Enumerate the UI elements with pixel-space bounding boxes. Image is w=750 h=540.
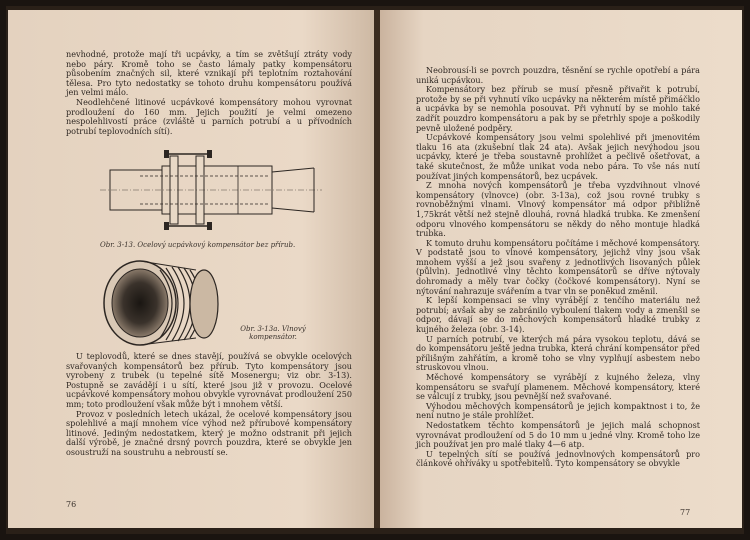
paragraph: U tepelných sítí se používá jednovlnových kompensátorů pro článkové ohříváky u spotřebitelů. Tyto kompensátory se obvykle	[416, 448, 700, 469]
paragraph: Kompensátory bez přírub se musí přesně přivařit k potrubí, protože by se při vyhnutí víko ucpávky na některém místě přimáčklo a ucpávka by se nemohla posouvat. Při vyhnutí by se mohlo také zadřít pouzdro kompensátoru a pak by se přetrhly spoje a poškodily pevně uložené podpěry.	[416, 84, 700, 133]
page-number-left: 76	[66, 500, 77, 509]
page-number-right: 77	[680, 508, 691, 517]
left-page-bottom-text	[66, 352, 352, 458]
paragraph: Měchové kompensátory se vyrábějí z kujného železa, vlny kompensátoru se svařují plamenem. Měchové kompensátory, které se válcují z trubky, jsou pevnější než svařované.	[416, 372, 700, 402]
figure-steel-gland-compensator	[100, 142, 322, 238]
paragraph: Výhodou měchových kompensátorů je jejich kompaktnost i to, že není nutno je stále prohlížet.	[416, 400, 700, 421]
paragraph: Neodlehčené litinové ucpávkové kompensátory mohou vyrovnat prodloužení do 160 mm. Jejich použití je velmi omezeno nespolehlivostí práce (zvláště u parních potrubí a u přívodních potrubí teplovodních sítí).	[66, 96, 352, 136]
paragraph: K tomuto druhu kompensátoru počítáme i měchové kompensátory. V podstatě jsou to vlnové kompensátory, jejichž vlny jsou však mnohem vyšší a jež jsou svařeny z jednotlivých lisovaných půlek (půlvln). Jednotlivé vlny těchto kompensátorů se dříve nýtovaly dohromady a měly tvar čočky (čočkové kompensátory). Nyní se nýtování nahrazuje svářením a tvar vln se poněkud změnil.	[416, 237, 700, 296]
paragraph: Ucpávkové kompensátory jsou velmi spolehlivé při jmenovitém tlaku 16 ata (zkušební tlak 24 ata). Avšak jejich nevýhodou jsou ucpávky, které je třeba soustavně prohlížet a pečlivě ošetřovat, a také skutečnost, že může unikat voda nebo pára. To vše nás nutí používat jiných kompensátorů, bez ucpávek.	[416, 132, 700, 181]
paragraph: Provoz v posledních letech ukázal, že ocelové kompensátory jsou spolehlivé a mají mnohem více výhod než přírubové kompensátory litinové. Jediným nedostatkem, který je možno odstranit při jejich další výrobě, je značné drsný povrch pouzdra, které se obvykle jen osoustruží na soustruhu a nebroustí se.	[66, 408, 352, 457]
left-page-top-text	[66, 50, 352, 136]
paragraph: K lepší kompensaci se vlny vyrábějí z tenčího materiálu než potrubí; avšak aby se zabránilo vyboulení tlakem vody a zmenšil se odpor, dávají se do měchových kompensátorů hladké trubky z kujného železa (obr. 3-14).	[416, 295, 700, 335]
paragraph: nevhodné, protože mají tři ucpávky, a tím se zvětšují ztráty vody nebo páry. Kromě toho se často lámaly patky kompensátoru působením značných sil, které vznikají při teplotním roztahování tělesa. Pro tyto nedostatky se tohoto druhu kompensátoru používá jen velmi málo.	[66, 49, 352, 98]
paragraph: Nedostatkem těchto kompensátorů je jejich malá schopnost vyrovnávat prodloužení od 5 do 10 mm u jedné vlny. Kromě toho lze jich používat jen pro malé tlaky 4—6 atp.	[416, 419, 700, 450]
paragraph: U parních potrubí, ve kterých má pára vysokou teplotu, dává se do kompensátoru ještě jedna trubka, která chrání kompensátor před přílišným zahřátím, a kromě toho se vlny vyplňují asbestem nebo struskovou vlnou.	[416, 333, 700, 373]
figure-bellows-compensator	[100, 258, 222, 348]
right-page-text	[416, 66, 700, 469]
paragraph: U teplovodů, které se dnes stavějí, používá se obvykle ocelových svařovaných kompensátorů bez přírub. Tyto kompensátory jsou vyrobeny z trubek (u tepelné sítě Mosenergu; viz obr. 3-13). Postupně se zavádějí i u sítí, které jsou již v provozu. Ocelové ucpávkové kompensátory mohou obvykle vyrovnávat prodloužení 250 mm; toto prodloužení však může být i mnohem větší.	[66, 351, 352, 409]
paragraph: Neobrousí-li se povrch pouzdra, těsnění se rychle opotřebí a pára uniká ucpávkou.	[416, 65, 700, 85]
figure-caption: Obr. 3-13a. Vlnový kompensátor.	[240, 325, 306, 341]
paragraph: Z mnoha nových kompensátorů je třeba vyzdvihnout vlnové kompensátory (vlnovce) (obr. 3-13a), což jsou rovné trubky s rovnoběžnými vlnami. Vlnový kompensátor má odpor přibližně 1,75krát větší než stejně dlouhá, rovná hladká trubka. Ke zmenšení odporu vlnového kompensátoru se někdy do něho montuje hladká trubka.	[416, 180, 700, 239]
figure-caption: Obr. 3-13. Ocelový ucpávkový kompensátor bez přírub.	[100, 241, 296, 249]
